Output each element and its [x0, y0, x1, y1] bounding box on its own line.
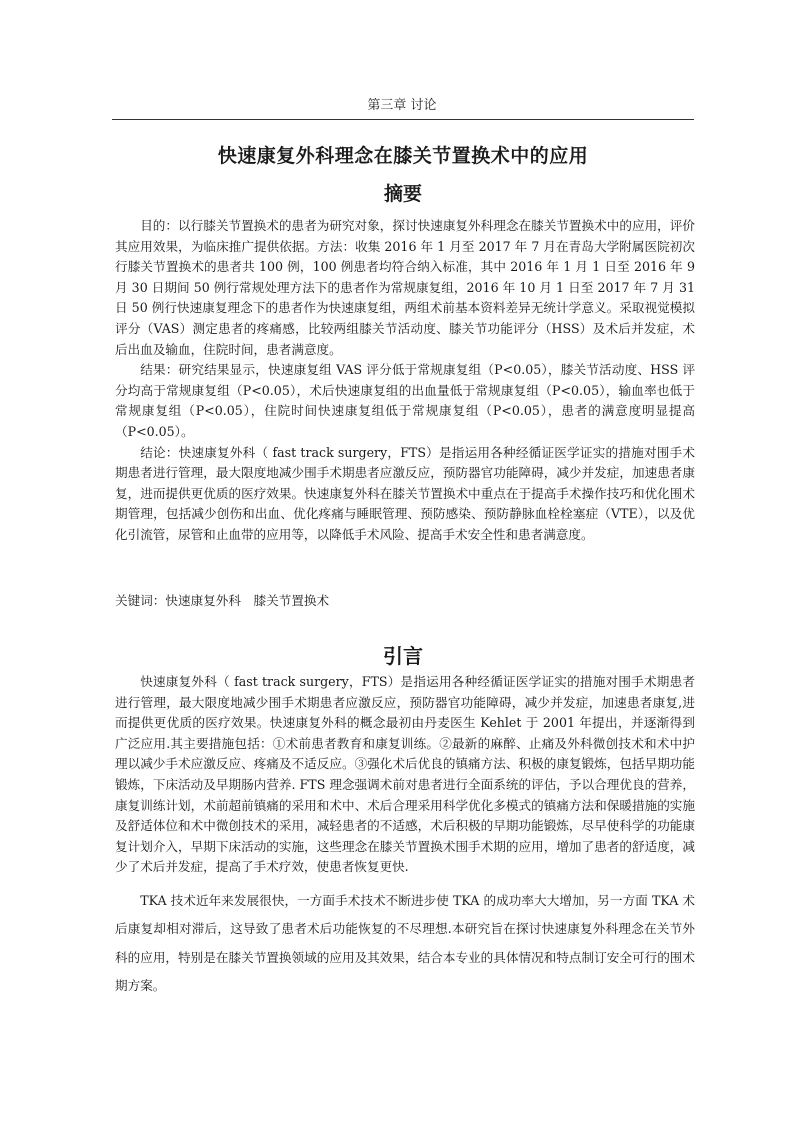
introduction-paragraph: 快速康复外科（ fast track surgery，FTS）是指运用各种经循证医学证实的措施对围手术期患者进行管理，最大限度地减少围手术期患者应激反应，预防器官功能障碍，减少并发症，加速患者康复,进而提供更优质的医疗效果。快速康复外科的概念最初由丹麦医生 Kehlet 于 2001 年提出，并逐渐得到广泛应用.其主要措施包括：①术前患者教育和康复训练。②最新的麻醉、止痛及外科微创技术和术中护理以减少手术应激反应、疼痛及不适反应。③强化术后优良的镇痛方法、积极的康复锻炼，包括早期功能锻炼，下床活动及早期肠内营养. FTS 理念强调术前对患者进行全面系统的评估，予以合理优良的营养，康复训练计划，术前超前镇痛的采用和术中、术后合理采用科学优化多模式的镇痛方法和保暖措施的实施及舒适体位和术中微创技术的采用，减轻患者的不适感，术后积极的早期功能锻炼，尽早使科学的功能康复计划介入，早期下床活动的实施，这些理念在膝关节置换术围手术期的应用，增加了患者的舒适度，减少了术后并发症，提高了手术疗效，使患者恢复更快. [115, 674, 695, 875]
header-rule [112, 119, 694, 120]
abstract-results: 结果：研究结果显示，快速康复组 VAS 评分低于常规康复组（P<0.05），膝关节活动度、HSS 评分均高于常规康复组（P<0.05），术后快速康复组的出血量低于常规康复组（P<0.05），输血率也低于常规康复组（P<0.05），住院时间快速康复组低于常规康复组（P<0.05），患者的满意度明显提高（P<0.05）。 [115, 362, 695, 439]
keywords: 关键词：快速康复外科 膝关节置换术 [115, 593, 330, 608]
abstract-heading: 摘要 [383, 183, 422, 205]
abstract-conclusion: 结论：快速康复外科（ fast track surgery，FTS）是指运用各种经循证医学证实的措施对围手术期患者进行管理，最大限度地减少围手术期患者应激反应，预防器官功能障碍，减少并发症，加速患者康复，进而提供更优质的医疗效果。快速康复外科在膝关节置换术中重点在于提高手术操作技巧和优化围术期管理，包括减少创伤和出血、优化疼痛与睡眠管理、预防感染、预防静脉血栓栓塞症（VTE），以及优化引流管，尿管和止血带的应用等，以降低手术风险、提高手术安全性和患者满意度。 [115, 444, 695, 542]
introduction-body [115, 672, 695, 1001]
introduction-heading: 引言 [383, 644, 423, 668]
running-header: 第三章 讨论 [367, 98, 437, 113]
abstract-objective-methods: 目的：以行膝关节置换术的患者为研究对象，探讨快速康复外科理念在膝关节置换术中的应用，评价其应用效果，为临床推广提供依据。方法：收集 2016 年 1 月至 2017 年 7 月在青岛大学附属医院初次行膝关节置换术的患者共 100 例，100 例患者均符合纳入标准，其中 2016 年 1 月 1 日至 2016 年 9 月 30 日期间 50 例行常规处理方法下的患者作为常规康复组，2016 年 10 月 1 日至 2017 年 7 月 31 日 50 例行快速康复理念下的患者作为快速康复组，两组术前基本资料差异无统计学意义。采取视觉模拟评分（VAS）测定患者的疼痛感，比较两组膝关节活动度、膝关节功能评分（HSS）及术后并发症，术后出血及输血，住院时间，患者满意度。 [115, 218, 695, 357]
document-title: 快速康复外科理念在膝关节置换术中的应用 [217, 145, 589, 167]
introduction-paragraph: TKA 技术近年来发展很快，一方面手术技术不断进步使 TKA 的成功率大大增加，另一方面 TKA 术后康复却相对滞后，这导致了患者术后功能恢复的不尽理想.本研究旨在探讨快速康复外科理念在关节外科的应用，特别是在膝关节置换领域的应用及其效果，结合本专业的具体情况和特点制订安全可行的围术期方案。 [115, 892, 695, 994]
abstract-body [115, 216, 695, 546]
